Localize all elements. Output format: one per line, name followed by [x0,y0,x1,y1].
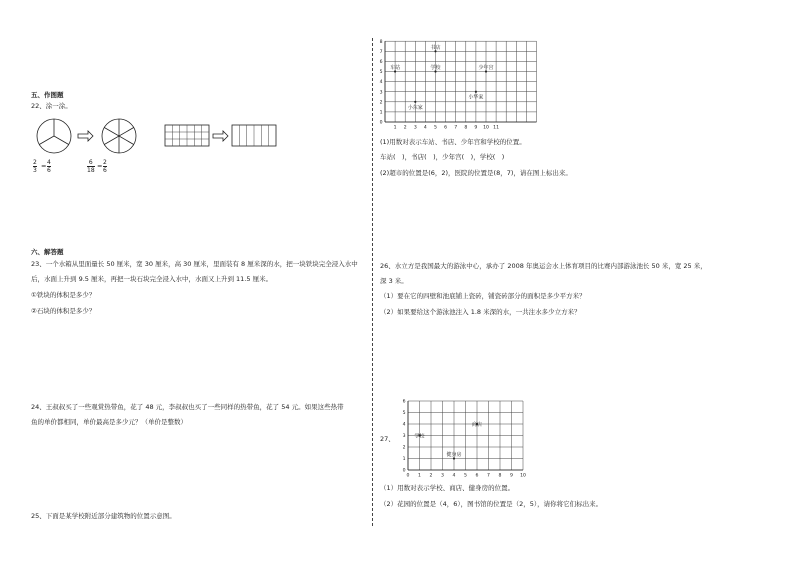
arrow-icon [213,131,229,141]
place-label: 车站 [390,65,401,71]
q26-sub1: （1）要在它的四壁和池底铺上瓷砖，铺瓷砖部分的面积是多少平方米？ [380,292,586,300]
section5-title: 五、作图题 [31,91,64,99]
place-label: 健身房 [446,452,462,458]
q27-sub1: （1）用数对表示学校、商店、健身房的位置。 [380,484,515,492]
y-tick-label: 2 [402,445,406,451]
equals-sign: = [41,162,47,170]
x-tick-label: 1 [418,473,421,479]
q23-sub1: ①铁块的体积是多少？ [31,291,96,299]
fraction-two-thirds: $\frac{2}{3}$ [33,159,37,174]
x-tick-label: 3 [413,125,417,131]
y-tick-label: 0 [402,468,406,474]
fraction-six-eighteenths: $\frac{6}{18}$ [87,159,95,174]
y-tick-label: 6 [402,399,406,405]
place-label: 商店 [471,421,483,428]
q25-blanks: 车站( )，书店( )，少年宫( )，学校( ) [380,153,505,161]
y-tick-label: 3 [379,90,383,96]
section6-title: 六、解答题 [31,248,64,256]
position-grid-map-2 [396,398,531,478]
y-tick-label: 0 [379,120,383,126]
y-tick-label: 6 [379,60,383,65]
place-label: 少年宫 [478,65,494,71]
q25-text: 25、下面是某学校附近部分建筑物的位置示意图。 [31,512,176,520]
place-label: 学校 [414,433,425,440]
circle-sixths [100,117,138,155]
y-tick-label: 3 [402,434,406,440]
y-tick-label: 4 [379,80,383,86]
x-tick-label: 8 [464,125,468,131]
place-label: 小华家 [468,94,484,101]
x-tick-label: 5 [434,125,437,131]
place-point [475,91,477,93]
circle-thirds [35,117,73,155]
x-tick-label: 9 [510,473,513,479]
x-tick-label: 5 [464,473,467,479]
y-tick-label: 1 [402,457,406,463]
x-tick-label: 11 [493,125,500,131]
position-grid-map-1 [370,38,570,134]
x-tick-label: 7 [454,125,458,131]
x-tick-label: 1 [393,125,397,131]
x-tick-label: 2 [403,125,407,131]
q23-line1: 23、一个水箱从里面量长 50 厘米，宽 30 厘米，高 30 厘米，里面装有 8 厘米深的水，把一块铁块完全浸入水中 [31,260,358,268]
y-tick-label: 5 [379,70,383,76]
x-tick-label: 0 [406,473,410,479]
y-tick-label: 1 [379,110,383,116]
grid-lines [408,401,523,470]
place-label: 书店 [430,44,441,51]
q25-sub1: (1)用数对表示车站、书店、少年宫和学校的位置。 [380,138,526,146]
y-tick-label: 8 [379,39,383,45]
rectangle-sixths [232,125,277,147]
q26-sub2: （2）如果要给这个游泳池注入 1.8 米深的水，一共注水多少立方米？ [380,308,581,316]
x-tick-label: 4 [452,473,456,479]
q23-line2: 后，水面上升到 9.5 厘米，再把一块石块完全浸入水中，水面又上升到 11.5 厘米。 [31,275,273,283]
y-tick-label: 2 [379,100,383,106]
q23-sub2: ②石块的体积是多少？ [31,307,96,315]
place-point [414,101,416,103]
place-label: 学校 [430,65,441,71]
place-label: 小东家 [407,104,423,111]
x-tick-label: 8 [498,473,502,479]
q27-sub2: （2）花园的位置是（4，6），图书馆的位置是（2，5），请你将它们标出来。 [380,500,603,508]
equals-sign: = [97,162,103,170]
x-tick-label: 2 [429,473,433,479]
y-tick-label: 5 [402,411,406,417]
x-tick-label: 7 [487,473,490,479]
q25-sub2: (2)超市的位置是(6，2)，医院的位置是(8，7)，请在图上标出来。 [380,169,572,177]
q26-line2: 深 3 米。 [380,277,408,285]
x-tick-label: 6 [444,125,448,131]
x-tick-label: 6 [475,473,479,479]
q22-text: 22、涂一涂。 [31,102,72,110]
x-tick-label: 10 [520,473,526,479]
fraction-two-sixths: $\frac{2}{6}$ [103,159,107,174]
x-tick-label: 9 [474,125,478,131]
fraction-four-sixths: $\frac{4}{6}$ [47,159,51,174]
q24-line2: 鱼的单价都相同，单价最高是多少元？（单价是整数） [31,418,187,426]
arrow-icon [78,131,94,141]
q26-line1: 26、水立方是我国最大的游泳中心，承办了 2008 年奥运会水上体育项目的比赛内部游泳池长 50 米，宽 25 米， [380,262,707,270]
q27-label: 27、 [380,435,395,443]
q24-line1: 24、王叔叔买了一些观赏热带鱼，花了 48 元，李叔叔也买了一些同样的热带鱼，花了 54 元。如果这些热带 [31,403,344,411]
x-tick-label: 4 [423,125,427,131]
y-tick-label: 4 [402,422,406,428]
x-tick-label: 10 [483,125,489,131]
rectangle-grid-18 [165,125,210,147]
x-tick-label: 3 [441,473,444,479]
y-tick-label: 7 [379,49,383,55]
